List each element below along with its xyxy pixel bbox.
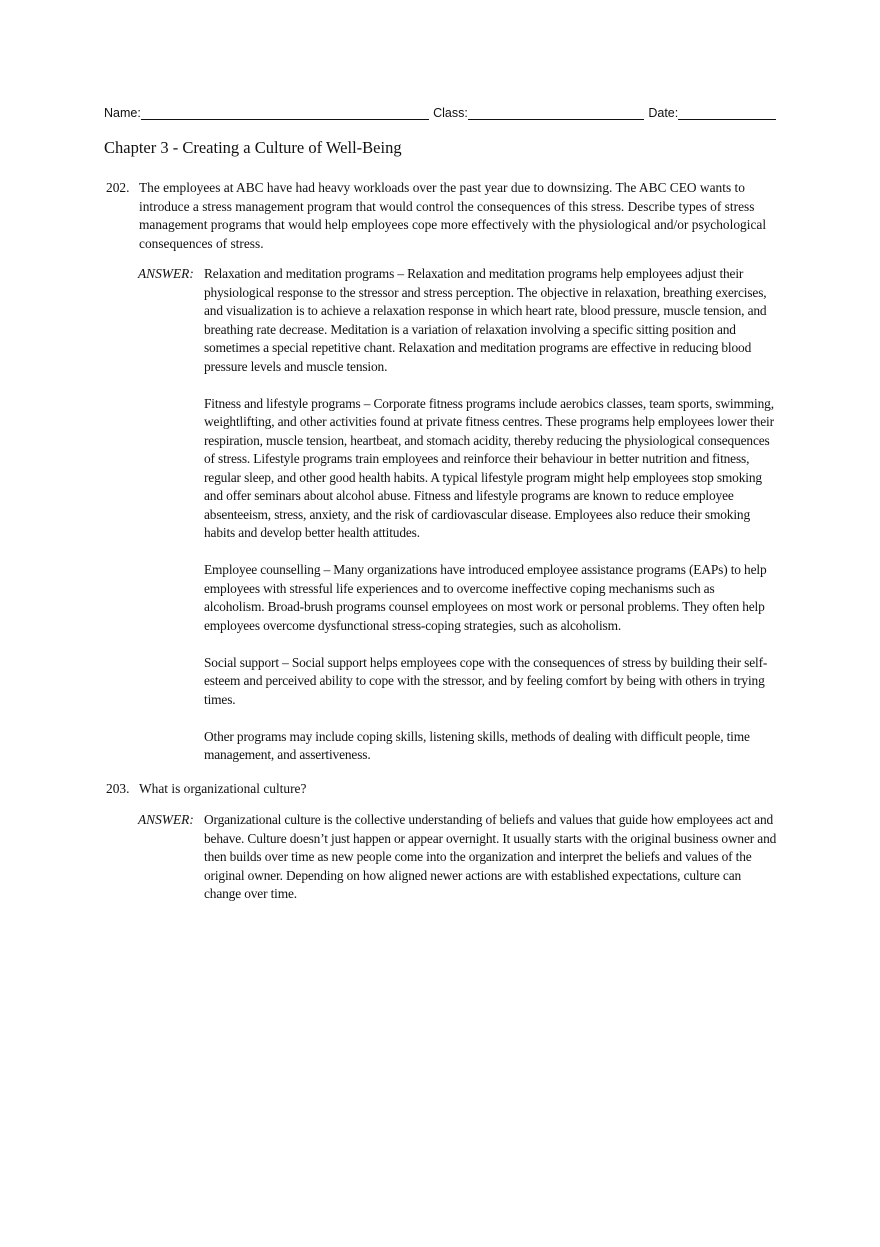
chapter-title: Chapter 3 - Creating a Culture of Well-Being <box>104 138 402 157</box>
answer-paragraph-counselling: Employee counselling – Many organizations have introduced employee assistance programs (EAPs) to help employees with stressful life experiences and to overcome ineffective coping mechanisms such as alcoholism. Broad-brush programs counsel employees on most work or personal problems. They often help employees overcome dysfunctional stress-coping strategies, such as alcoholism. <box>204 562 767 633</box>
question-202 <box>106 179 776 253</box>
class-label: Class: <box>433 106 468 120</box>
answer-paragraph-fitness: Fitness and lifestyle programs – Corporate fitness programs include aerobics classes, team sports, swimming, weightlifting, and other activities found at private fitness centres. These programs help employees lower their respiration, muscle tension, heartbeat, and stomach acidity, thereby reducing the physiological consequences of stress. Lifestyle programs train employees and reinforce their behaviour in better nutrition and fitness, regular sleep, and other good health habits. A typical lifestyle program might help employees stop smoking and offer seminars about alcohol abuse. Fitness and lifestyle programs are known to reduce employee absenteeism, stress, anxiety, and the risk of cardiovascular disease. Employees also reduce their smoking habits and develop better health attitudes. <box>204 395 774 540</box>
date-label: Date: <box>648 106 679 120</box>
answer-paragraph-other-programs: Other programs may include coping skills, listening skills, methods of dealing with difficult people, time management, and assertiveness. <box>204 728 750 762</box>
answer-paragraph-culture: Organizational culture is the collective understanding of beliefs and values that guide how employees act and behave. Culture doesn’t just happen or appear overnight. It usually starts with the original business owner and then builds over time as new people come into the organization and interpret the beliefs and values of the original owner. Depending on how aligned newer actions are with established expectations, culture can change over time. <box>204 812 777 901</box>
question-number: 202. <box>106 180 130 195</box>
answer-202 <box>204 265 778 765</box>
question-text: What is organizational culture? <box>139 781 307 796</box>
answer-label: ANSWER: <box>138 812 194 827</box>
name-label: Name: <box>104 106 141 120</box>
student-info-header <box>104 104 776 120</box>
answer-paragraph-relaxation: Relaxation and meditation programs – Relaxation and meditation programs help employees adjust their physiological response to the stressor and stress perception. The objective in relaxation, breathing exercises, and visualization is to achieve a relaxation response in which heart rate, blood pressure, muscle tension, and breathing rate decrease. Meditation is a variation of relaxation involving a specific sitting position and sometimes a special repetitive chant. Relaxation and meditation programs are effective in reducing blood pressure levels and muscle tension. <box>204 266 767 374</box>
date-blank-line <box>678 105 776 120</box>
name-blank-line <box>141 105 429 120</box>
question-number: 203. <box>106 781 130 796</box>
question-text: The employees at ABC have had heavy workloads over the past year due to downsizing. The ABC CEO wants to introduce a stress management program that would control the consequences of this stress. Describe types of stress management programs that would help employees cope more effectively with the physiological and/or psychological consequences of stress. <box>139 180 767 251</box>
answer-label: ANSWER: <box>138 266 194 281</box>
answer-paragraph-social-support: Social support – Social support helps employees cope with the consequences of stress by building their self-esteem and perceived ability to cope with the stressor, and by feeling comfort by being with others in trying times. <box>204 654 768 707</box>
class-blank-line <box>468 105 645 120</box>
answer-203 <box>204 811 778 904</box>
question-203 <box>106 780 776 799</box>
